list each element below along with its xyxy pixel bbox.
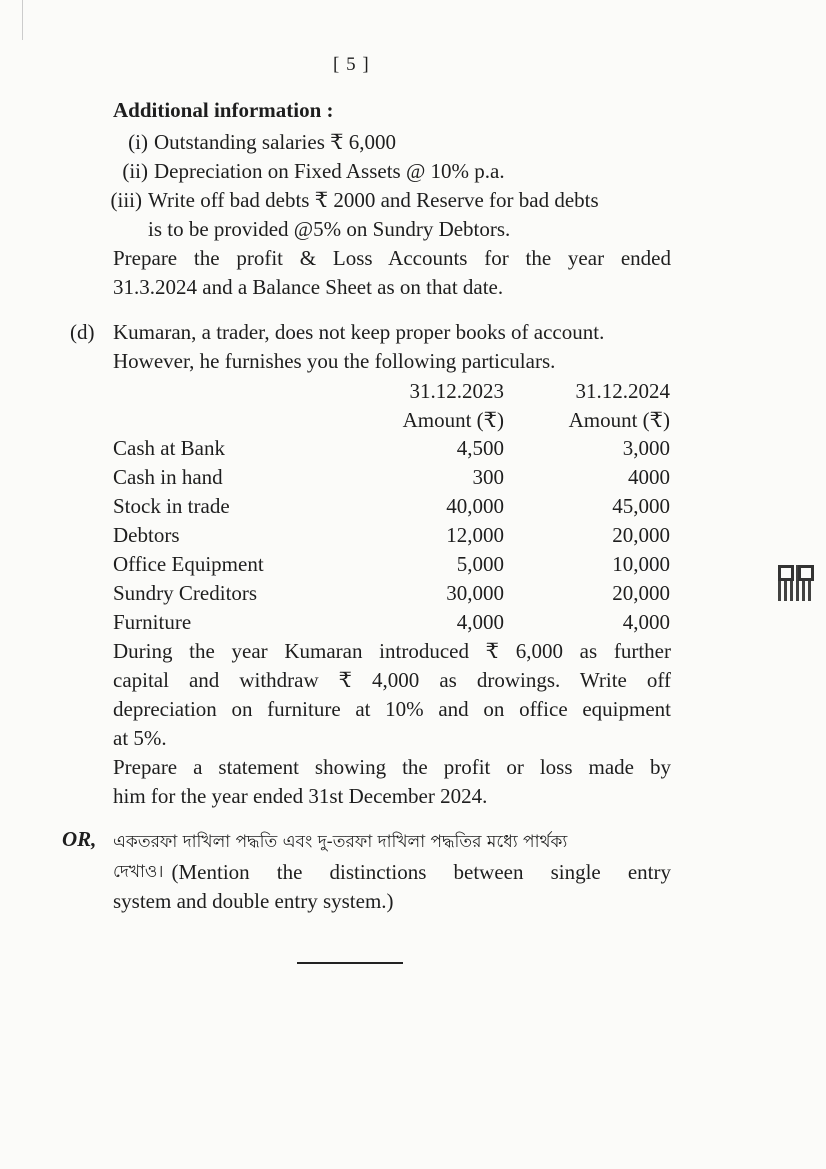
instruction-line: 31.3.2024 and a Balance Sheet as on that date.: [113, 275, 504, 299]
item-continuation: is to be provided @5% on Sundry Debtors.: [148, 217, 511, 241]
paragraph-line: him for the year ended 31st December 2024.: [113, 784, 488, 808]
column-unit: Amount (₹): [402, 408, 504, 432]
or-question-line: [113, 858, 671, 887]
item-number: (iii): [110, 188, 142, 212]
paragraph-line: depreciation on furniture at 10% and on office equipment: [113, 697, 671, 721]
list-item: [94, 186, 599, 215]
table-cell: 3,000: [622, 436, 670, 460]
item-text: Depreciation on Fixed Assets @ 10% p.a.: [154, 159, 505, 183]
table-cell: 20,000: [612, 581, 670, 605]
item-number: (ii): [122, 159, 148, 183]
table-cell: 10,000: [612, 552, 670, 576]
table-row-label: Furniture: [113, 610, 192, 634]
qr-code-icon: [778, 565, 814, 601]
table-cell: 30,000: [446, 581, 504, 605]
table-row-label: Office Equipment: [113, 552, 264, 576]
table-cell: 40,000: [446, 494, 504, 518]
item-text: Write off bad debts ₹ 2000 and Reserve for bad debts: [148, 188, 599, 212]
table-cell: 45,000: [612, 494, 670, 518]
column-date: 31.12.2023: [409, 379, 504, 403]
paragraph-line: Prepare a statement showing the profit or loss made by: [113, 755, 671, 779]
page-edge-line: [22, 0, 23, 40]
item-text: Outstanding salaries ₹ 6,000: [154, 130, 396, 154]
question-text: Kumaran, a trader, does not keep proper books of account.: [113, 320, 605, 344]
table-row-label: Stock in trade: [113, 494, 230, 518]
table-cell: 4000: [628, 465, 670, 489]
table-row-label: Cash in hand: [113, 465, 223, 489]
table-row-label: Sundry Creditors: [113, 581, 258, 605]
bengali-question-line: একতরফা দাখিলা পদ্ধতি এবং দু-তরফা দাখিলা পদ্ধতির মধ্যে পার্থক্য: [113, 832, 568, 852]
table-cell: 300: [472, 465, 504, 489]
paragraph-line: at 5%.: [113, 726, 167, 750]
question-label: (d): [70, 320, 95, 344]
instruction-line: Prepare the profit & Loss Accounts for the year ended: [113, 246, 671, 270]
page-number: [ 5 ]: [333, 54, 370, 75]
english-text: (Mention the distinctions between single entry: [171, 860, 671, 884]
question-text: However, he furnishes you the following particulars.: [113, 349, 556, 373]
list-item: [104, 128, 396, 157]
table-cell: 4,000: [456, 610, 504, 634]
table-cell: 12,000: [446, 523, 504, 547]
table-row-label: Debtors: [113, 523, 180, 547]
table-cell: 4,500: [456, 436, 504, 460]
table-cell: 5,000: [456, 552, 504, 576]
paragraph-line: capital and withdraw ₹ 4,000 as drowings. Write off: [113, 668, 671, 692]
column-unit: Amount (₹): [568, 408, 670, 432]
end-rule: [297, 962, 403, 964]
table-cell: 4,000: [622, 610, 670, 634]
item-number: (i): [128, 130, 148, 154]
table-row-label: Cash at Bank: [113, 436, 225, 460]
additional-info-heading: Additional information :: [113, 98, 334, 122]
list-item: [104, 157, 505, 186]
or-question-line: system and double entry system.): [113, 889, 394, 913]
or-label: OR,: [62, 827, 97, 851]
table-cell: 20,000: [612, 523, 670, 547]
bengali-text: দেখাও।: [113, 862, 164, 882]
paragraph-line: During the year Kumaran introduced ₹ 6,000 as further: [113, 639, 671, 663]
column-date: 31.12.2024: [575, 379, 670, 403]
